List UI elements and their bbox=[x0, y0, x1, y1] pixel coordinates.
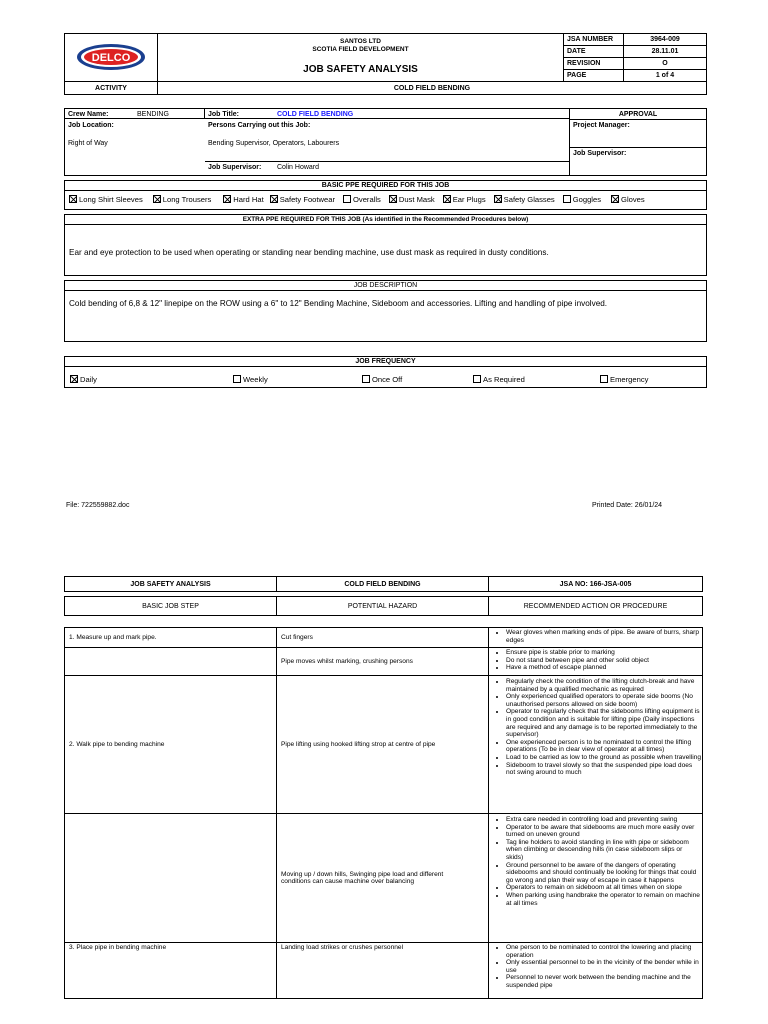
page2-title: JOB SAFETY ANALYSIS bbox=[65, 577, 277, 592]
step-cell: 3. Place pipe in bending machine bbox=[65, 943, 277, 999]
ppe-checkbox[interactable] bbox=[343, 195, 351, 203]
job-description-block bbox=[64, 280, 707, 342]
ppe-block bbox=[64, 180, 707, 210]
job-title-label: Job Title: bbox=[208, 111, 239, 118]
action-cell bbox=[489, 943, 703, 999]
frequency-checkbox[interactable] bbox=[362, 375, 370, 383]
ppe-label: Safety Footwear bbox=[279, 195, 335, 204]
ppe-label: Ear Plugs bbox=[452, 195, 486, 204]
ppe-checkbox[interactable] bbox=[443, 195, 451, 203]
action-item: • Extra care needed in controlling load and preventing swing bbox=[506, 816, 701, 824]
crew-block bbox=[64, 108, 707, 176]
job-location-value: Right of Way bbox=[68, 140, 108, 147]
frequency-item bbox=[600, 375, 648, 384]
job-location-label: Job Location: bbox=[68, 122, 114, 129]
action-item: • Only essential personnel to be in the vicinity of the bender while in use bbox=[506, 959, 701, 974]
ppe-list bbox=[69, 195, 705, 207]
jsa-table bbox=[64, 627, 703, 999]
job-description-text: Cold bending of 6,8 & 12" linepipe on the ROW using a 6" to 12" Bending Machine, Sideboom and accessories. Lifting and handling of pipe involved. bbox=[69, 299, 608, 308]
frequency-label: Emergency bbox=[610, 375, 649, 384]
ppe-label: Goggles bbox=[572, 195, 602, 204]
header-table bbox=[64, 33, 707, 82]
ppe-item bbox=[389, 195, 435, 204]
frequency-item bbox=[473, 375, 525, 384]
frequency-list bbox=[65, 375, 706, 387]
ppe-item bbox=[153, 195, 212, 204]
step-cell bbox=[65, 814, 277, 943]
table-row bbox=[65, 814, 703, 943]
job-frequency-title: JOB FREQUENCY bbox=[65, 357, 706, 367]
footer-printed-date: Printed Date: 26/01/24 bbox=[592, 502, 663, 509]
frequency-checkbox[interactable] bbox=[70, 375, 78, 383]
project-manager-label: Project Manager: bbox=[573, 122, 630, 129]
step-cell bbox=[65, 648, 277, 676]
ppe-label: Dust Mask bbox=[398, 195, 435, 204]
crew-name-label: Crew Name: bbox=[68, 111, 109, 118]
action-item: • Sideboom to travel slowly so that the suspended pipe load does not swing around to much bbox=[506, 762, 701, 777]
ppe-checkbox[interactable] bbox=[494, 195, 502, 203]
frequency-checkbox[interactable] bbox=[600, 375, 608, 383]
action-item: • Have a method of escape planned bbox=[506, 664, 701, 672]
delco-logo bbox=[75, 42, 147, 72]
action-cell bbox=[489, 628, 703, 648]
job-title-value: COLD FIELD BENDING bbox=[277, 111, 354, 118]
extra-ppe-block bbox=[64, 214, 707, 276]
ppe-checkbox[interactable] bbox=[153, 195, 161, 203]
action-item: • When parking using handbrake the operator to remain on machine at all times bbox=[506, 892, 701, 907]
ppe-checkbox[interactable] bbox=[389, 195, 397, 203]
hazard-cell: Pipe moves whilst marking, crushing persons bbox=[277, 648, 489, 676]
action-item: • Personnel to never work between the bending machine and the suspended pipe bbox=[506, 974, 701, 989]
activity-label: ACTIVITY bbox=[65, 82, 158, 95]
frequency-checkbox[interactable] bbox=[233, 375, 241, 383]
ppe-item bbox=[223, 195, 263, 204]
division-name: SCOTIA FIELD DEVELOPMENT bbox=[312, 45, 409, 53]
action-item: • One person to be nominated to control the lowering and placing operation bbox=[506, 944, 701, 959]
document-title: JOB SAFETY ANALYSIS bbox=[158, 58, 564, 82]
action-item: • Operator to be aware that sidebooms are much more easily over turned on uneven ground bbox=[506, 824, 701, 839]
footer-file: File: 722559882.doc bbox=[66, 502, 130, 509]
ppe-checkbox[interactable] bbox=[223, 195, 231, 203]
ppe-label: Overalls bbox=[352, 195, 381, 204]
extra-ppe-title: EXTRA PPE REQUIRED FOR THIS JOB (As identified in the Recommended Procedures below) bbox=[65, 215, 706, 225]
action-item: • Operators to remain on sideboom at all times when on slope bbox=[506, 884, 701, 892]
ppe-checkbox[interactable] bbox=[270, 195, 278, 203]
action-cell bbox=[489, 676, 703, 814]
activity-value: COLD FIELD BENDING bbox=[158, 82, 707, 95]
page2-columns bbox=[64, 596, 703, 616]
ppe-label: Hard Hat bbox=[233, 195, 264, 204]
frequency-item bbox=[233, 375, 268, 384]
action-item: • Ground personnel to be aware of the dangers of operating sidebooms and should continually be looking for things that could go wrong and plan their way of escape in case it happens bbox=[506, 862, 701, 885]
action-cell bbox=[489, 648, 703, 676]
company-name: SANTOS LTD bbox=[340, 37, 381, 45]
ppe-item bbox=[270, 195, 335, 204]
step-cell: 2. Walk pipe to bending machine bbox=[65, 676, 277, 814]
frequency-label: Daily bbox=[80, 375, 97, 384]
ppe-label: Safety Glasses bbox=[503, 195, 555, 204]
ppe-title: BASIC PPE REQUIRED FOR THIS JOB bbox=[65, 181, 706, 191]
action-item: • Load to be carried as low to the ground as possible when travelling bbox=[506, 754, 701, 762]
persons-label: Persons Carrying out this Job: bbox=[208, 122, 311, 129]
frequency-checkbox[interactable] bbox=[473, 375, 481, 383]
meta-label: DATE bbox=[564, 46, 624, 58]
frequency-item bbox=[362, 375, 402, 384]
job-supervisor-right-label: Job Supervisor: bbox=[573, 150, 627, 157]
ppe-item bbox=[69, 195, 143, 204]
extra-ppe-text: Ear and eye protection to be used when operating or standing near bending machine, use dust mask as required in dusty conditions. bbox=[69, 248, 549, 257]
frequency-label: Weekly bbox=[243, 375, 268, 384]
activity-row bbox=[64, 81, 707, 95]
ppe-label: Long Shirt Sleeves bbox=[79, 195, 143, 204]
action-item: • Do not stand between pipe and other solid object bbox=[506, 657, 701, 665]
table-row bbox=[65, 648, 703, 676]
frequency-label: As Required bbox=[483, 375, 525, 384]
ppe-checkbox[interactable] bbox=[563, 195, 571, 203]
hazard-cell: Moving up / down hills, Swinging pipe load and different conditions can cause machine over balancing bbox=[277, 814, 489, 943]
ppe-item bbox=[611, 195, 645, 204]
frequency-label: Once Off bbox=[372, 375, 403, 384]
action-item: • One experienced person is to be nominated to control the lifting operations (To be in clear view of operator at all times) bbox=[506, 739, 701, 754]
ppe-item bbox=[563, 195, 601, 204]
action-item: • Wear gloves when marking ends of pipe. Be aware of burrs, sharp edges bbox=[506, 629, 701, 644]
supervisor-value: Colin Howard bbox=[277, 164, 320, 171]
action-item: • Ensure pipe is stable prior to marking bbox=[506, 649, 701, 657]
action-item: • Regularly check the condition of the lifting clutch-break and have maintained by a qualified mechanic as required bbox=[506, 678, 701, 693]
column-header-hazard: POTENTIAL HAZARD bbox=[277, 597, 489, 616]
approval-label: APPROVAL bbox=[618, 111, 658, 118]
ppe-item bbox=[494, 195, 555, 204]
step-cell: 1. Measure up and mark pipe. bbox=[65, 628, 277, 648]
ppe-checkbox[interactable] bbox=[611, 195, 619, 203]
table-row bbox=[65, 943, 703, 999]
action-item: • Tag line holders to avoid standing in line with pipe or sideboom when climbing or descending hills (in case sideboom slips or skids) bbox=[506, 839, 701, 862]
column-header-step: BASIC JOB STEP bbox=[65, 597, 277, 616]
hazard-cell: Landing load strikes or crushes personnel bbox=[277, 943, 489, 999]
page2-jsa-number: JSA NO: 166-JSA-005 bbox=[489, 577, 703, 592]
page2-activity: COLD FIELD BENDING bbox=[277, 577, 489, 592]
ppe-label: Long Trousers bbox=[162, 195, 212, 204]
table-row bbox=[65, 628, 703, 648]
column-header-action: RECOMMENDED ACTION OR PROCEDURE bbox=[489, 597, 703, 616]
page2-header bbox=[64, 576, 703, 592]
job-frequency-block bbox=[64, 356, 707, 388]
meta-label: JSA NUMBER bbox=[564, 34, 624, 46]
hazard-cell: Cut fingers bbox=[277, 628, 489, 648]
ppe-item bbox=[343, 195, 381, 204]
crew-name-value: BENDING bbox=[137, 111, 169, 118]
meta-value: 1 of 4 bbox=[624, 70, 707, 82]
ppe-checkbox[interactable] bbox=[69, 195, 77, 203]
meta-label: PAGE bbox=[564, 70, 624, 82]
meta-label: REVISION bbox=[564, 58, 624, 70]
supervisor-label: Job Supervisor: bbox=[208, 164, 262, 171]
meta-value: 3964-009 bbox=[624, 34, 707, 46]
meta-value: O bbox=[624, 58, 707, 70]
hazard-cell: Pipe lifting using hooked lifting strop at centre of pipe bbox=[277, 676, 489, 814]
frequency-item bbox=[70, 375, 97, 384]
logo-cell bbox=[65, 34, 158, 82]
job-description-title: JOB DESCRIPTION bbox=[65, 281, 706, 291]
company-cell bbox=[158, 34, 564, 58]
ppe-item bbox=[443, 195, 486, 204]
action-item: • Operator to regularly check that the sidebooms lifting equipment is in good condition and is suitable for lifting pipe (Daily inspections are required and any damage is to be reported immediately to the supervisor) bbox=[506, 708, 701, 738]
action-cell bbox=[489, 814, 703, 943]
action-item: • Only experienced qualified operators to operate side booms (No unauthorised persons allowed on side boom) bbox=[506, 693, 701, 708]
logo-text: DELCO bbox=[91, 51, 131, 64]
table-row bbox=[65, 676, 703, 814]
persons-value: Bending Supervisor, Operators, Labourers bbox=[208, 140, 340, 147]
meta-value: 28.11.01 bbox=[624, 46, 707, 58]
ppe-label: Gloves bbox=[621, 195, 645, 204]
